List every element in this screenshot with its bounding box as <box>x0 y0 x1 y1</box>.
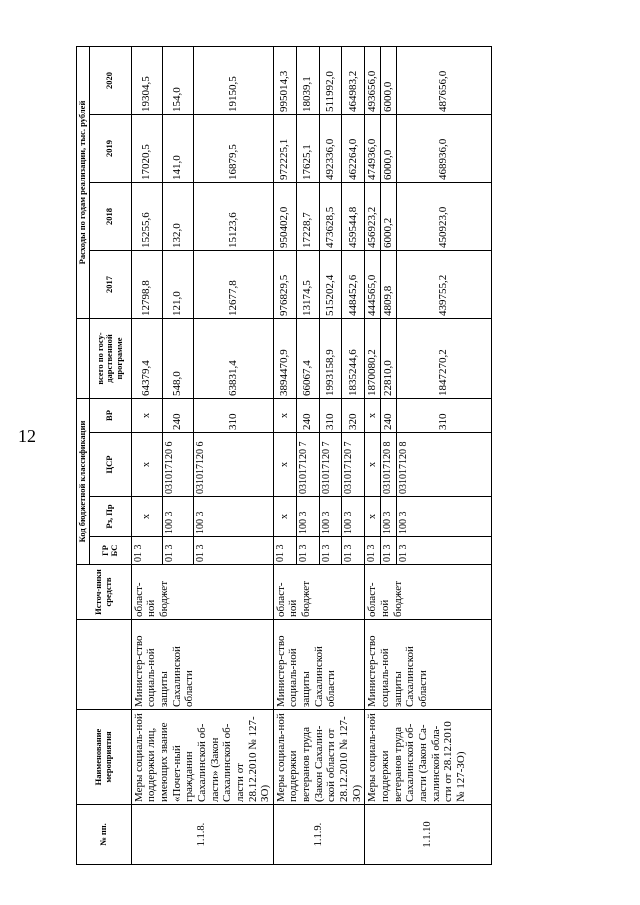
csr-cell: 031017120 8 <box>380 433 396 497</box>
row-number: 1.1.10 <box>365 805 491 865</box>
y2020-cell: 6000,0 <box>380 46 396 114</box>
funding-source: област-ной бюджет <box>365 565 491 620</box>
y2020-cell: 511992,0 <box>319 46 342 114</box>
vr-cell: х <box>365 399 381 433</box>
rzpr-cell: 100 3 <box>193 497 273 537</box>
total-cell: 548,0 <box>162 319 193 399</box>
table-row <box>365 46 381 864</box>
y2019-cell: 492336,0 <box>319 115 342 183</box>
total-cell: 1870080,2 <box>365 319 381 399</box>
rzpr-cell: 100 3 <box>342 497 365 537</box>
vr-cell: х <box>131 399 162 433</box>
header-name: Наименование мероприятия <box>77 710 132 805</box>
header-year-2020: 2020 <box>89 46 131 114</box>
y2018-cell: 456923,2 <box>365 183 381 251</box>
grbs-cell: 01 3 <box>193 537 273 565</box>
measure-name: Меры социаль-ной поддержки ветеранов труда Сахалинской об-ласти (Закон Са-халинской обла-сти от 28.12.2010 № 127-ЗО) <box>365 710 491 805</box>
rzpr-cell: х <box>365 497 381 537</box>
header-empty <box>77 319 90 399</box>
y2017-cell: 12677,8 <box>193 251 273 319</box>
grbs-cell: 01 3 <box>380 537 396 565</box>
header-budget-code: Код бюджетной классификации <box>77 399 90 565</box>
grbs-cell: 01 3 <box>296 537 319 565</box>
csr-cell: х <box>273 433 296 497</box>
y2019-cell: 462264,0 <box>342 115 365 183</box>
grbs-cell: 01 3 <box>342 537 365 565</box>
budget-table <box>76 46 492 865</box>
y2018-cell: 17228,7 <box>296 183 319 251</box>
y2019-cell: 972225,1 <box>273 115 296 183</box>
total-cell: 3894470,9 <box>273 319 296 399</box>
grbs-cell: 01 3 <box>131 537 162 565</box>
y2020-cell: 19150,5 <box>193 46 273 114</box>
y2017-cell: 13174,5 <box>296 251 319 319</box>
vr-cell: 320 <box>342 399 365 433</box>
header-year-2017: 2017 <box>89 251 131 319</box>
y2019-cell: 141,0 <box>162 115 193 183</box>
y2017-cell: 976829,5 <box>273 251 296 319</box>
y2018-cell: 15255,6 <box>131 183 162 251</box>
vr-cell: 310 <box>396 399 491 433</box>
header-source: Источ-ники средств <box>77 565 132 620</box>
vr-cell: 240 <box>296 399 319 433</box>
rzpr-cell: х <box>131 497 162 537</box>
grbs-cell: 01 3 <box>319 537 342 565</box>
measure-name: Меры социаль-ной поддержки лиц, имеющих звание «Почет-ный гражданин Сахалинской об-ласти» (Закон Сахалинской об-ласти от 28.12.2010 № 127-ЗО) <box>131 710 273 805</box>
header-total: всего по госу-дарственной программе <box>89 319 131 399</box>
table-row <box>273 46 296 864</box>
y2018-cell: 473628,5 <box>319 183 342 251</box>
y2020-cell: 995014,3 <box>273 46 296 114</box>
y2018-cell: 15123,6 <box>193 183 273 251</box>
y2020-cell: 18039,1 <box>296 46 319 114</box>
y2018-cell: 459544,8 <box>342 183 365 251</box>
csr-cell: 031017120 8 <box>396 433 491 497</box>
csr-cell: 031017120 7 <box>319 433 342 497</box>
table-body <box>131 46 491 864</box>
csr-cell: 031017120 6 <box>162 433 193 497</box>
y2017-cell: 12798,8 <box>131 251 162 319</box>
y2018-cell: 132,0 <box>162 183 193 251</box>
grbs-cell: 01 3 <box>162 537 193 565</box>
csr-cell: 031017120 7 <box>342 433 365 497</box>
row-number: 1.1.8. <box>131 805 273 865</box>
y2019-cell: 6000,0 <box>380 115 396 183</box>
rzpr-cell: 100 3 <box>396 497 491 537</box>
y2020-cell: 487656,0 <box>396 46 491 114</box>
y2019-cell: 17020,5 <box>131 115 162 183</box>
csr-cell: х <box>365 433 381 497</box>
y2019-cell: 17625,1 <box>296 115 319 183</box>
y2018-cell: 450923,0 <box>396 183 491 251</box>
row-number: 1.1.9. <box>273 805 364 865</box>
vr-cell: 240 <box>380 399 396 433</box>
total-cell: 1835244,6 <box>342 319 365 399</box>
y2018-cell: 6000,2 <box>380 183 396 251</box>
total-cell: 1847270,2 <box>396 319 491 399</box>
y2018-cell: 950402,0 <box>273 183 296 251</box>
rzpr-cell: х <box>273 497 296 537</box>
y2017-cell: 444565,0 <box>365 251 381 319</box>
y2020-cell: 493656,0 <box>365 46 381 114</box>
total-cell: 63831,4 <box>193 319 273 399</box>
y2019-cell: 474936,0 <box>365 115 381 183</box>
total-cell: 1993158,9 <box>319 319 342 399</box>
y2017-cell: 121,0 <box>162 251 193 319</box>
header-expenses: Расходы по годам реализации, тыс. рублей <box>77 46 90 318</box>
csr-cell: 031017120 7 <box>296 433 319 497</box>
vr-cell: 310 <box>193 399 273 433</box>
grbs-cell: 01 3 <box>396 537 491 565</box>
y2017-cell: 4809,8 <box>380 251 396 319</box>
header-grbs: ГР БС <box>89 537 131 565</box>
page-number: 12 <box>18 426 36 446</box>
executor: Министер-ство социаль-ной защиты Сахалинской области <box>273 620 364 710</box>
csr-cell: х <box>131 433 162 497</box>
header-csr: ЦСР <box>89 433 131 497</box>
grbs-cell: 01 3 <box>365 537 381 565</box>
y2019-cell: 16879,5 <box>193 115 273 183</box>
rzpr-cell: 100 3 <box>162 497 193 537</box>
header-year-2019: 2019 <box>89 115 131 183</box>
y2020-cell: 154,0 <box>162 46 193 114</box>
rzpr-cell: 100 3 <box>319 497 342 537</box>
funding-source: област-ной бюджет <box>131 565 273 620</box>
executor: Министер-ство социаль-ной защиты Сахалинской области <box>365 620 491 710</box>
y2017-cell: 448452,6 <box>342 251 365 319</box>
header-vr: ВР <box>89 399 131 433</box>
total-cell: 64379,4 <box>131 319 162 399</box>
rzpr-cell: 100 3 <box>380 497 396 537</box>
total-cell: 66067,4 <box>296 319 319 399</box>
header-executor <box>77 620 132 710</box>
header-year-2018: 2018 <box>89 183 131 251</box>
y2019-cell: 468936,0 <box>396 115 491 183</box>
header-rzpr: Рз, Пр <box>89 497 131 537</box>
y2020-cell: 464983,2 <box>342 46 365 114</box>
y2017-cell: 439755,2 <box>396 251 491 319</box>
vr-cell: 310 <box>319 399 342 433</box>
total-cell: 22810,0 <box>380 319 396 399</box>
grbs-cell: 01 3 <box>273 537 296 565</box>
header-no: № пп. <box>77 805 132 865</box>
vr-cell: х <box>273 399 296 433</box>
csr-cell: 031017120 6 <box>193 433 273 497</box>
measure-name: Меры социаль-ной поддержки ветеранов труда (Закон Сахалин-ской области от 28.12.2010 № 127-ЗО) <box>273 710 364 805</box>
table-row <box>131 46 162 864</box>
y2017-cell: 515202,4 <box>319 251 342 319</box>
funding-source: област-ной бюджет <box>273 565 364 620</box>
y2020-cell: 19304,5 <box>131 46 162 114</box>
executor: Министер-ство социаль-ной защиты Сахалинской области <box>131 620 273 710</box>
rzpr-cell: 100 3 <box>296 497 319 537</box>
rotated-table-wrapper <box>76 47 492 865</box>
table-header <box>77 46 132 864</box>
vr-cell: 240 <box>162 399 193 433</box>
